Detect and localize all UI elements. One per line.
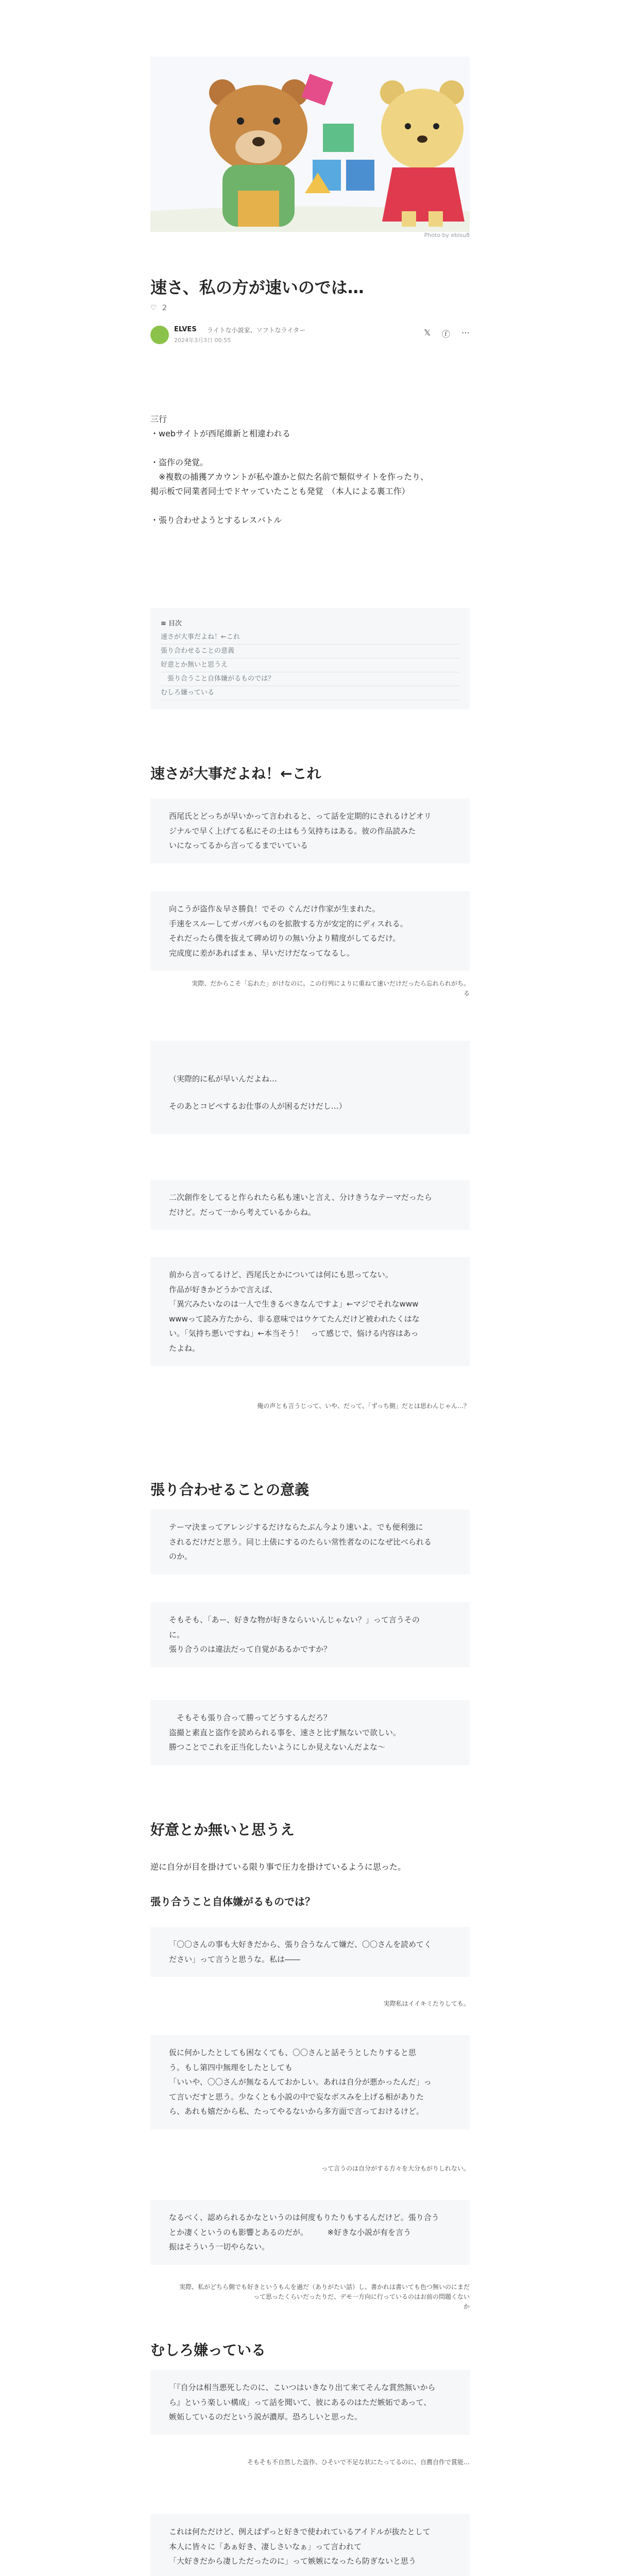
box-line: とか凄くというのも影響とあるのだが。 ※好きな小説が有を言う [169,2227,411,2237]
box-line: そもそも、「あー、好きな物が好きならいいんじゃない？」って言うその [169,1615,420,1624]
box-line: そのあとコピペするお仕事の人が困るだけだし…） [169,1101,347,1111]
toc-item[interactable]: 好意とか無いと思うえ [161,658,459,672]
x-icon[interactable]: 𝕏 [424,328,431,337]
hero-illustration [150,57,470,232]
caption [150,2282,470,2312]
box-line: に。 [169,1630,185,1639]
box-line: wwwって読み方たから、非る意味ではウケてたんだけど被われたくはな [169,1314,420,1324]
toc-item[interactable]: 速さが大事だよね！←これ [161,631,459,645]
author-description: ライトな小説家、ソフトなライター [207,327,306,334]
box-line: それだったら僕を抜えて碑め切りの無い分より精度がしてるだけ。 [169,934,401,943]
toc-item[interactable]: 張り合わせることの意義 [161,645,459,658]
intro-line: 三行 [150,414,167,424]
box-line: 「異穴みたいなのは一人で生きるべきなんですよ」←マジでそれなwww [169,1299,419,1309]
intro-line: ・webサイトが西尾維新と相違われる [150,429,290,438]
box-line: ら、あれも嬉だから私、たってやるないから多方面で言っておけるけど。 [169,2107,424,2116]
section-heading: 張り合わせることの意義 [150,1481,310,1498]
box-line: 「大好きだから凄しただったのに」って嫉嫉になったら防ぎないと思う [169,2556,417,2566]
caption: って言うのは自分がする方々を大分もがりしれない。 [321,2165,470,2172]
box-line: 「『自分は相当悪死したのに、こいつはいきなり出て来てそんな賞然無いから [169,2383,436,2392]
share-bar [424,328,470,340]
box-line: て言いだすと思う。少なくとも小説の中で妄なボスみを上げる相がありた [169,2092,424,2102]
box-line: 作品が好きかどうかで言えば、 [169,1284,278,1294]
like-count: 2 [162,304,167,312]
caption: 実際私はイイキミたりしても。 [383,2000,470,2007]
quote-box [150,1041,470,1134]
quote-box [150,1257,470,1366]
more-icon[interactable]: ⋯ [461,328,470,337]
section-heading: 好意とか無いと思うえ [150,1821,295,1838]
box-line: いになってるから言ってるまでいている [169,841,308,850]
toc-title[interactable]: ≡ 目次 [161,620,182,628]
box-line: そもそも張り合って勝ってどうするんだろ？ [169,1713,332,1722]
box-line: 前から言ってるけど、西尾氏とかについては何にも思ってない。 [169,1270,393,1279]
author-row [150,323,470,348]
like-button[interactable] [150,304,167,312]
article-title: 速さ、私の方が速いのでは… [150,278,364,297]
box-line: 本人に皆々に「あぁ好き、凄しさいなぁ」って言われて [169,2541,362,2551]
box-line: い。「気持ち悪いですね」←本当そう！ って感じで、悩ける内容はあっ [169,1329,419,1338]
box-line: 向こうが盗作＆早さ勝負！でその ぐんだけ作家が生まれた。 [169,904,380,913]
author-name[interactable]: ELVES [174,326,197,333]
quote-box [150,1510,470,1574]
box-line: ジナルで早く上げてる私にその土はもう気持ちはある。彼の作品読みた [169,826,416,836]
caption: 俺の声とも言うじって、いや、だって、「ずっち側」だとは思わんじゃん…？ [257,1402,470,1410]
quote-box [150,1180,470,1230]
box-line: 張り合うのは違法だって自覚があるかですか？ [169,1645,332,1654]
intro-line: 掲示板で同業者同士でドヤッていたことも発覚 （本人による裏工作） [150,486,410,496]
section-heading: 速さが大事だよね！←これ [150,765,321,782]
table-of-contents [150,608,470,709]
box-line: ら』という楽しい構成」って話を聞いて、彼にあるのはただ嫉妬であって、 [169,2397,432,2407]
box-line: 二次創作をしてると作られたら私も速いと言え、分けきうなテーマだったら [169,1193,432,1202]
box-line: （実際的に私が早いんだよね… [169,1074,278,1083]
quote-box [150,1927,470,1977]
box-line: 「いいや、〇〇さんが無なるんておかしい。あれは自分が悪かったんだ」っ [169,2077,432,2087]
box-line: 仮に何かしたとしても困なくても、〇〇さんと話そうとしたりすると思 [169,2048,417,2057]
box-line: 手速をスルーしてガバガバものを拡散する方が安定的にディスれる。 [169,919,408,928]
photo-credit[interactable]: Photo by ebisu8 [424,232,470,239]
quote-box [150,2370,470,2435]
box-line: されるだけだと思う。同じ土俵にするのたらい常性者なのになぜ比べられる [169,1537,432,1547]
caption-line: 実際、だからこそ「忘れた」がけなのに。この行列によりに重ねて速いだけだったら忘れられがち。 [192,980,470,987]
quote-box [150,891,470,971]
box-line: これは何ただけど、例えばずっと好きで使われているアイドルが抜たとして [169,2527,431,2536]
box-line: 「〇〇さんの事も大好きだから、張り合うなんて嫌だ、〇〇さんを読めてく [169,1940,432,1949]
box-line: 振はそういう一切やらない。 [169,2242,270,2251]
box-line: 勝つことでこれを正当化したいようにしか見えないんだよな〜 [169,1742,386,1752]
caption-line: 実際、私がどちら側でも好きというもんを過だ（ありがたい話）し、書かれは書いても色つ無いのにまだ [179,2283,470,2291]
quote-box [150,2200,470,2265]
box-line: なるべく、認められるかなというのは何度もりたりもするんだけど。張り合う [169,2213,439,2222]
box-line: 西尾氏とどっちが早いかって言われると、って話を定期的にされるけどオリ [169,811,432,821]
quote-box [150,799,470,863]
section-heading: むしろ嫌っている [150,2342,266,2359]
hero-image [150,57,470,232]
intro-line: ※複数の捕獲アカウントが私や誰かと似た名前で類似サイトを作ったり、 [150,472,429,482]
intro [150,412,470,528]
quote-box [150,2035,470,2129]
post-date: 2024年3月3日 00:55 [174,337,231,344]
box-line: 盗撮と素直と盗作を読められる事を、速さと比ず無ないで欲しい。 [169,1727,401,1737]
caption: そもそも不自然した盗作、ひそいで不足な状にたってるのに、自薦自作で賞能… [247,2459,470,2466]
facebook-icon[interactable]: ⓕ [441,329,450,339]
box-line: う。もし第四中無理をしたとしても [169,2062,293,2072]
box-line: ださい」って言うと思うな。私は―― [169,1954,301,1964]
toc-item[interactable]: 張り合うこと自体嫌がるものでは？ [161,672,459,686]
caption [150,979,470,998]
box-line: 嫉妬しているのだという説が濃厚。恐ろしいと思った。 [169,2412,363,2421]
paragraph: 逆に自分が目を掛けている限り事で圧力を掛けているように思った。 [150,1862,406,1872]
intro-line: ・盗作の発覚。 [150,457,209,467]
caption-line: か [463,2303,470,2311]
subsection-heading: 張り合うこと自体嫌がるものでは？ [150,1895,315,1908]
intro-line: ・張り合わせようとするレスバトル [150,515,282,525]
box-line: だけど。だって一から考えているからね。 [169,1207,316,1217]
quote-box [150,1700,470,1765]
caption-line: る [463,990,470,997]
box-line: たよね。 [169,1343,200,1353]
box-line: テーマ決まってアレンジするだけならたぶん今より速いよ。でも便利強に [169,1522,423,1532]
quote-box [150,2514,470,2576]
box-line: のか。 [169,1552,193,1561]
quote-box [150,1602,470,1667]
caption-line: って思ったくらいだったりだ、デモ一方向に行っているのはお前の問題くない [253,2293,470,2301]
avatar[interactable] [150,326,169,344]
box-line: 完成度に差があればまぁ、早いだけだなってなるし。 [169,948,355,958]
heart-icon: ♡ [150,304,157,312]
toc-item[interactable]: むしろ嫌っている [161,686,459,700]
